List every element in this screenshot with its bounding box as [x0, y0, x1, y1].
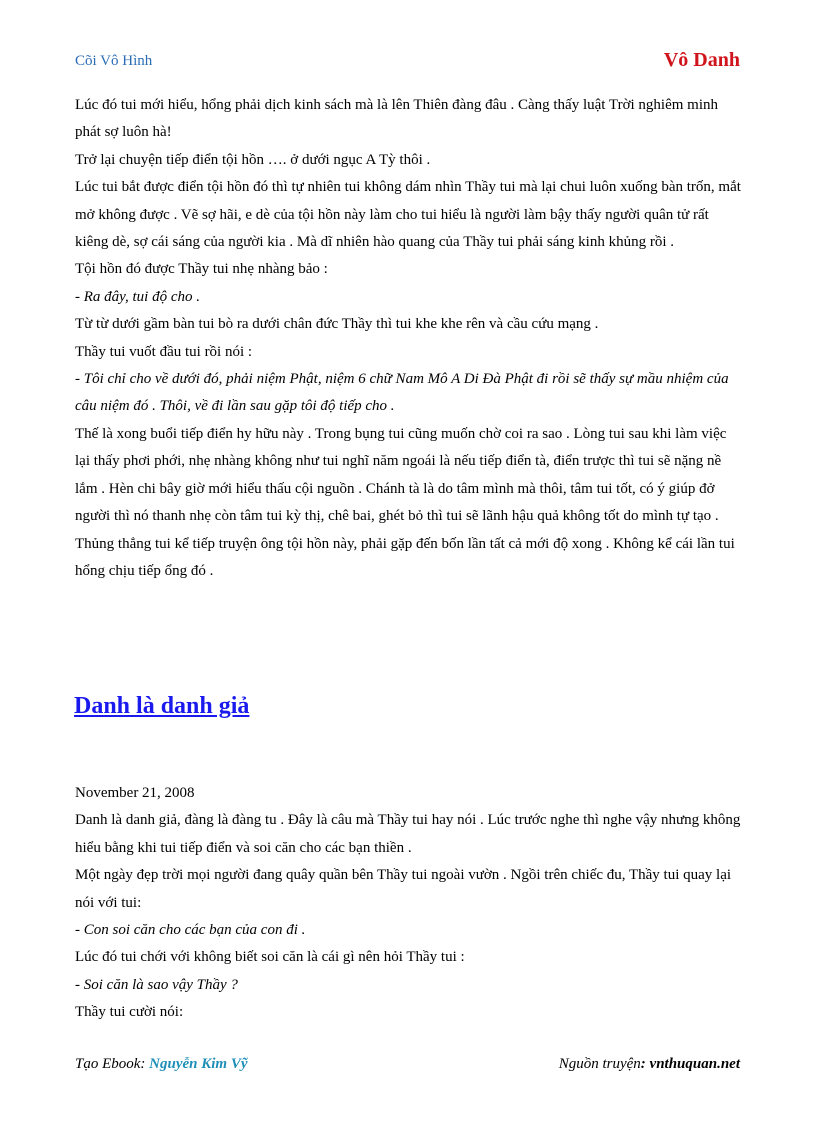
footer-ebook-credit: [75, 1056, 248, 1073]
header-left-title: Cõi Vô Hình: [75, 53, 153, 69]
paragraph: Một ngày đẹp trời mọi người đang quây quần bên Thầy tui ngoài vườn . Ngồi trên chiếc đu, Thầy tui quay lại nói với tui:: [75, 867, 732, 911]
footer-ebook-separator: :: [140, 1056, 150, 1072]
paragraph: Trở lại chuyện tiếp điển tội hồn …. ở dưới ngục A Tỳ thôi .: [75, 151, 431, 168]
dialogue-line: - Tôi chỉ cho về dưới đó, phải niệm Phật, niệm 6 chữ Nam Mô A Di Đà Phật đi rồi sẽ thấy sự mầu nhiệm của câu niệm đó . Thôi, về đi lần sau gặp tôi độ tiếp cho .: [75, 371, 729, 415]
post-date: November 21, 2008: [75, 785, 195, 801]
footer-ebook-label: Tạo Ebook: [75, 1056, 141, 1072]
paragraph: Lúc tui bắt được điển tội hồn đó thì tự nhiên tui không dám nhìn Thầy tui mà lại chui luôn xuống bàn trốn, mắt mở không được . Vẽ sợ hãi, e dè của tội hồn này làm cho tui hiểu là người làm bậy thấy người quân tử rất kiêng dè, sợ cái sáng của người kia . Mà dĩ nhiên hào quang của Thầy tui phải sáng kinh khủng rồi .: [75, 179, 741, 251]
dialogue-line: - Ra đây, tui độ cho .: [75, 288, 200, 305]
paragraph: Thế là xong buổi tiếp điển hy hữu này . Trong bụng tui cũng muốn chờ coi ra sao . Lòng tui sau khi làm việc lại thấy phơi phới, nhẹ nhàng không như tui nghĩ năm ngoái là nếu tiếp điển tà, điển trược thì tui sẽ nặng nề lắm . Hèn chi bây giờ mới hiểu thấu cội nguồn . Chánh tà là do tâm mình mà thôi, tâm tui tốt, có ý giúp đở người thì nó thanh nhẹ còn tâm tui kỳ thị, chê bai, ghét bỏ thì tui sẽ lãnh hậu quả không tốt do mình tự tạo .: [75, 425, 727, 525]
footer-source-label: Nguồn truyện: [558, 1056, 641, 1072]
dialogue-line: - Soi căn là sao vậy Thầy ?: [75, 976, 238, 993]
footer-source-credit: [559, 1056, 740, 1073]
paragraph: Từ từ dưới gầm bàn tui bò ra dưới chân đức Thầy thì tui khe khe rên và cầu cứu mạng .: [75, 316, 599, 333]
body-text: [75, 92, 745, 585]
dialogue-line: - Con soi căn cho các bạn của con đi .: [75, 922, 306, 939]
paragraph: Thầy tui vuốt đầu tui rồi nói :: [75, 343, 253, 360]
section-body: [75, 780, 745, 1027]
paragraph: Lúc đó tui chới với không biết soi căn là cái gì nên hỏi Thầy tui :: [75, 949, 465, 966]
footer-ebook-author: Nguyễn Kim Vỹ: [149, 1056, 248, 1072]
section-title-link[interactable]: Danh là danh giả: [74, 693, 250, 719]
footer-source-site: vnthuquan.net: [649, 1056, 740, 1072]
paragraph: Thầy tui cười nói:: [75, 1004, 184, 1021]
paragraph: Thủng thẳng tui kể tiếp truyện ông tội hồn này, phải gặp đến bốn lần tất cả mới độ xong . Không kể cái lần tui hổng chịu tiếp ổng đó .: [75, 535, 735, 579]
paragraph: Tội hồn đó được Thầy tui nhẹ nhàng bảo :: [75, 261, 328, 278]
footer-source-separator: :: [640, 1056, 650, 1072]
paragraph: Lúc đó tui mới hiểu, hổng phải dịch kinh sách mà là lên Thiên đàng đâu . Càng thấy luật Trời nghiêm minh phát sợ luôn hà!: [75, 97, 718, 141]
header-right-title: Vô Danh: [663, 49, 740, 71]
paragraph: Danh là danh giả, đàng là đàng tu . Đây là câu mà Thầy tui hay nói . Lúc trước nghe thì nghe vậy nhưng không hiểu bằng khi tui tiếp điển và soi căn cho các bạn thiền .: [75, 812, 741, 856]
